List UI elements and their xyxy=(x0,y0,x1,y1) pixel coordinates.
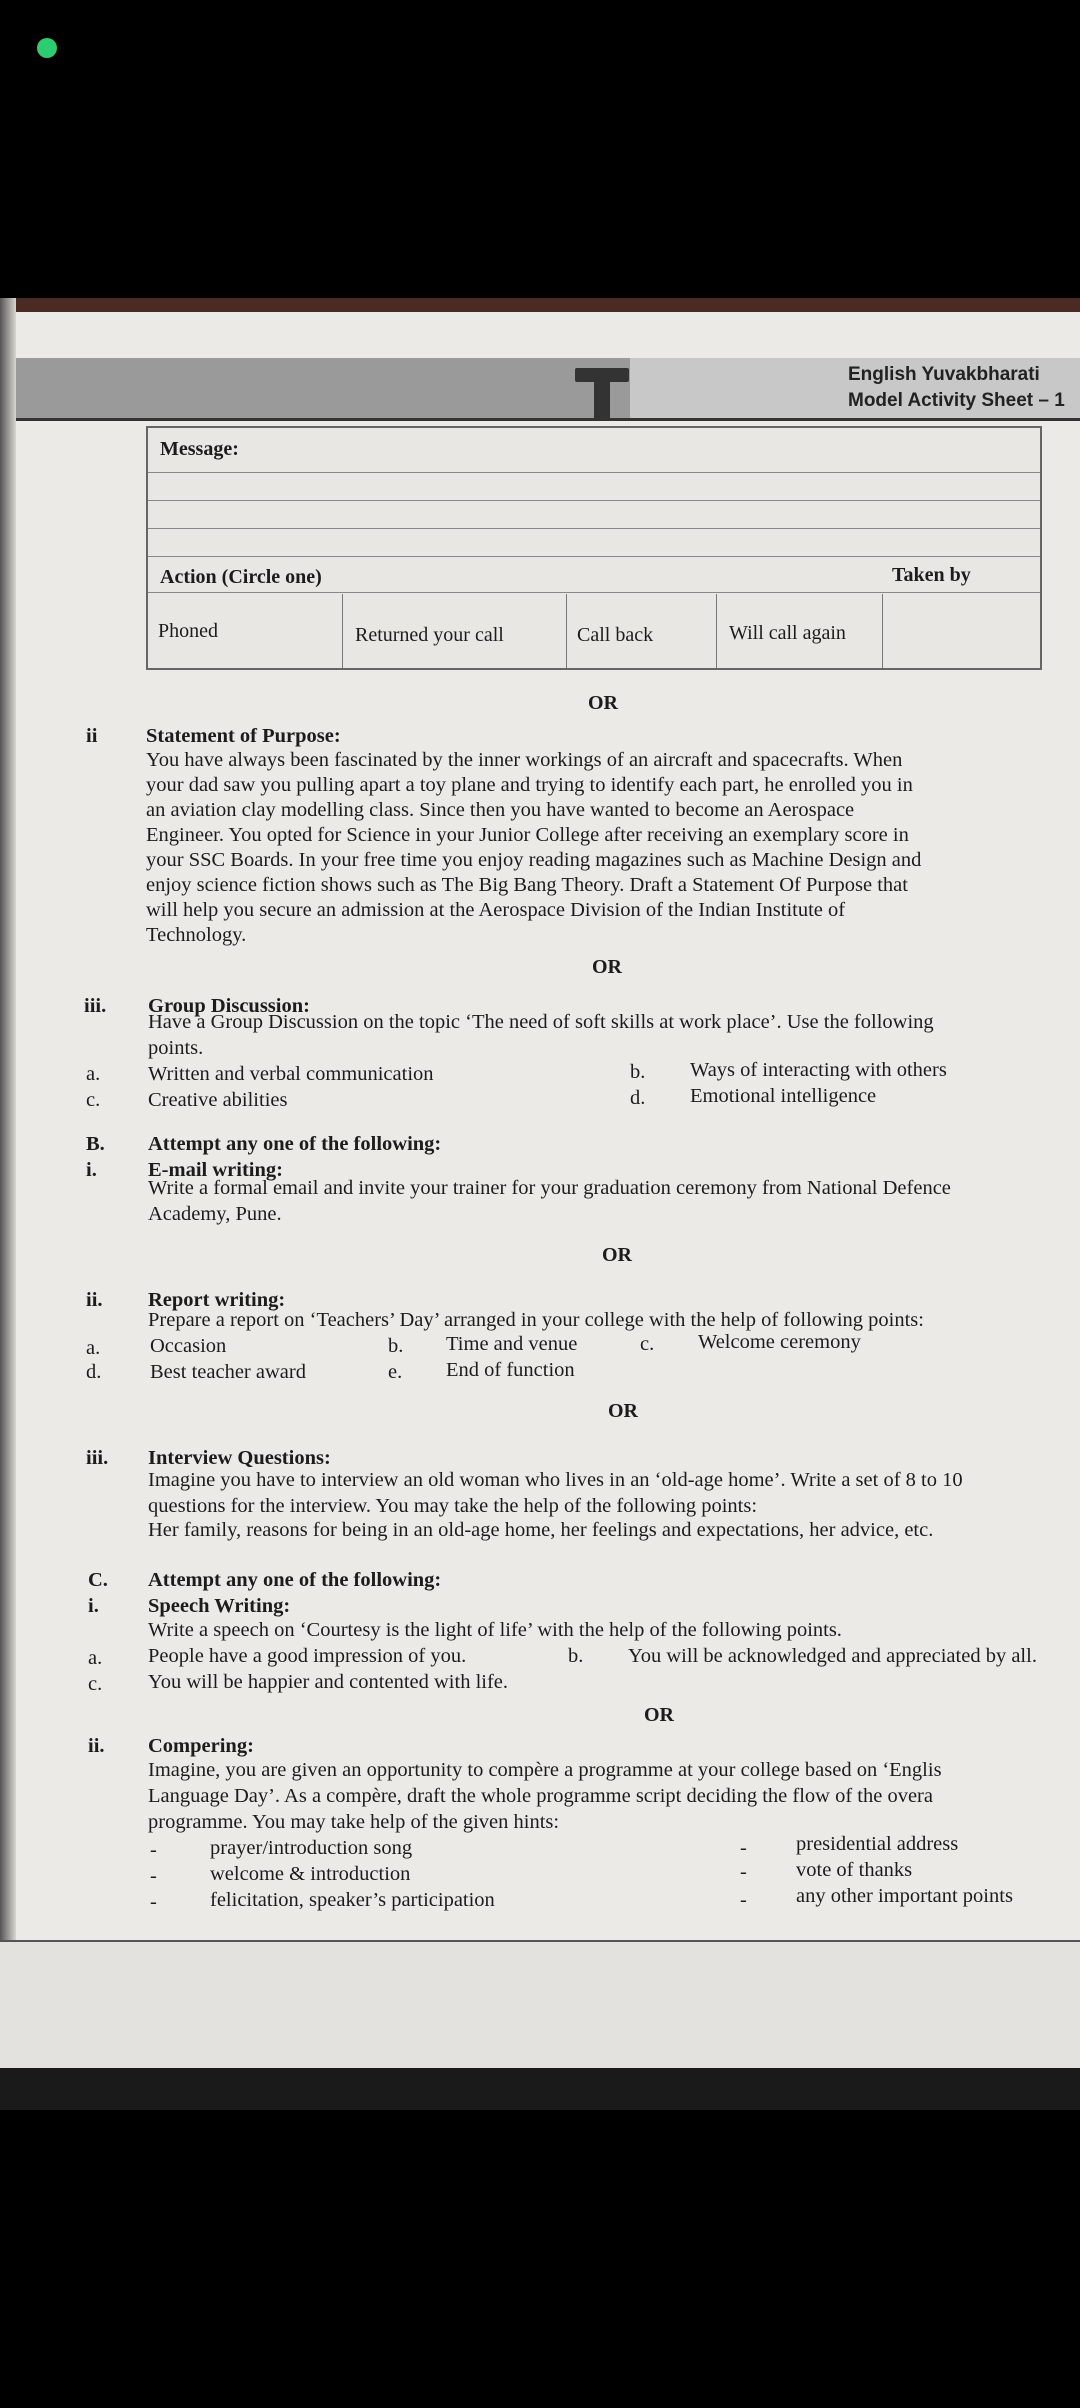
point-key: d. xyxy=(86,1361,102,1383)
action-label: Action (Circle one) xyxy=(160,566,322,588)
message-form-table xyxy=(146,426,1042,670)
point-text: End of function xyxy=(446,1359,575,1381)
sop-title: Statement of Purpose: xyxy=(146,725,341,747)
speech-line: Write a speech on ‘Courtesy is the light of life’ with the help of the following points. xyxy=(148,1619,842,1641)
item-number: ii xyxy=(86,725,98,747)
hint-item: vote of thanks xyxy=(796,1859,913,1881)
point-text: People have a good impression of you. xyxy=(148,1645,467,1667)
or-divider: OR xyxy=(592,956,622,978)
header-subtitle: Model Activity Sheet – 1 xyxy=(848,390,1065,411)
option-cell: Returned your call xyxy=(342,594,567,668)
point-text: Emotional intelligence xyxy=(690,1085,877,1107)
point-key: c. xyxy=(640,1333,655,1355)
hint-dash: - xyxy=(150,1891,157,1913)
item-number: iii. xyxy=(86,1447,109,1469)
document-page xyxy=(0,298,1080,2110)
option-cell: Phoned xyxy=(158,620,218,642)
point-text: Time and venue xyxy=(446,1333,578,1355)
status-indicator-dot xyxy=(37,38,57,58)
page-spine-shadow xyxy=(0,298,16,2110)
point-key: b. xyxy=(388,1335,404,1357)
hint-dash: - xyxy=(740,1861,747,1883)
gd-line: points. xyxy=(148,1037,204,1059)
hint-item: welcome & introduction xyxy=(210,1863,411,1885)
taken-by-label: Taken by xyxy=(892,564,971,586)
email-title: E-mail writing: xyxy=(148,1159,283,1181)
interview-line: Her family, reasons for being in an old-age home, her feelings and expectations, her advice, etc. xyxy=(148,1519,934,1541)
message-line xyxy=(148,528,1040,529)
interview-title: Interview Questions: xyxy=(148,1447,331,1469)
compering-line: programme. You may take help of the given hints: xyxy=(148,1811,560,1833)
option-cell: Call back xyxy=(566,594,717,668)
gd-title: Group Discussion: xyxy=(148,995,310,1017)
section-letter: C. xyxy=(88,1569,108,1591)
sop-body: You have always been fascinated by the inner workings of an aircraft and spacecrafts. When your dad saw you pulling apart a toy plane and trying to identify each part, he enrolled you in an aviation clay modelling class. Since then you have wanted to become an Aerospace Engineer. You opted for Science in your Junior College after receiving an exemplary score in your SSC Boards. In your free time you enjoy reading magazines such as Machine Design and enjoy science fiction shows such as The Big Bang Theory. Draft a Statement Of Purpose that will help you secure an admission at the Aerospace Division of the Indian Institute of Technology. xyxy=(146,749,922,946)
email-line: Write a formal email and invite your trainer for your graduation ceremony from National Defence xyxy=(148,1177,951,1199)
point-key: a. xyxy=(86,1063,101,1085)
message-line xyxy=(148,472,1040,473)
hint-item: presidential address xyxy=(796,1833,959,1855)
message-line xyxy=(148,556,1040,557)
section-heading: Attempt any one of the following: xyxy=(148,1569,442,1591)
point-text: Creative abilities xyxy=(148,1089,288,1111)
point-key: b. xyxy=(568,1645,584,1667)
section-letter: B. xyxy=(86,1133,105,1155)
gd-line: Have a Group Discussion on the topic ‘The need of soft skills at work place’. Use the following xyxy=(148,1011,934,1033)
point-text: You will be acknowledged and appreciated by all. xyxy=(628,1645,1037,1667)
point-key: c. xyxy=(86,1089,101,1111)
speech-title: Speech Writing: xyxy=(148,1595,291,1617)
or-divider: OR xyxy=(608,1400,638,1422)
hint-dash: - xyxy=(740,1837,747,1859)
point-text: Best teacher award xyxy=(150,1361,306,1383)
publisher-logo-icon xyxy=(575,368,629,418)
point-text: Occasion xyxy=(150,1335,227,1357)
interview-line: Imagine you have to interview an old woman who lives in an ‘old-age home’. Write a set of 8 to 10 xyxy=(148,1469,963,1491)
point-key: a. xyxy=(86,1337,101,1359)
item-number: iii. xyxy=(84,995,107,1017)
item-number: ii. xyxy=(88,1735,105,1757)
form-row-divider xyxy=(148,592,1040,593)
message-label: Message: xyxy=(160,438,239,460)
header-title: English Yuvakbharati xyxy=(848,364,1040,385)
hint-item: any other important points xyxy=(796,1885,1013,1907)
report-line: Prepare a report on ‘Teachers’ Day’ arranged in your college with the help of following points: xyxy=(148,1309,924,1331)
point-text: Written and verbal communication xyxy=(148,1063,434,1085)
compering-title: Compering: xyxy=(148,1735,254,1757)
hint-dash: - xyxy=(150,1839,157,1861)
hint-item: prayer/introduction song xyxy=(210,1837,413,1859)
table-surface xyxy=(0,2068,1080,2110)
report-title: Report writing: xyxy=(148,1289,286,1311)
point-key: b. xyxy=(630,1061,646,1083)
compering-line: Language Day’. As a compère, draft the whole programme script deciding the flow of the overa xyxy=(148,1785,933,1807)
option-cell: Will call again xyxy=(716,594,883,668)
hint-item: felicitation, speaker’s participation xyxy=(210,1889,495,1911)
interview-line: questions for the interview. You may take the help of the following points: xyxy=(148,1495,758,1517)
taken-by-cell xyxy=(882,594,1039,668)
section-heading: Attempt any one of the following: xyxy=(148,1133,442,1155)
point-key: d. xyxy=(630,1087,646,1109)
point-key: a. xyxy=(88,1647,103,1669)
email-line: Academy, Pune. xyxy=(148,1203,282,1225)
point-key: c. xyxy=(88,1673,103,1695)
page-top-edge xyxy=(0,298,1080,312)
or-divider: OR xyxy=(588,692,618,714)
message-line xyxy=(148,500,1040,501)
point-text: You will be happier and contented with life. xyxy=(148,1671,509,1693)
hint-dash: - xyxy=(150,1865,157,1887)
hint-dash: - xyxy=(740,1889,747,1911)
compering-line: Imagine, you are given an opportunity to compère a programme at your college based on ‘Englis xyxy=(148,1759,942,1781)
item-number: i. xyxy=(88,1595,99,1617)
item-number: ii. xyxy=(86,1289,103,1311)
or-divider: OR xyxy=(644,1704,674,1726)
or-divider: OR xyxy=(602,1244,632,1266)
point-key: e. xyxy=(388,1361,403,1383)
item-number: i. xyxy=(86,1159,97,1181)
point-text: Ways of interacting with others xyxy=(690,1059,947,1081)
point-text: Welcome ceremony xyxy=(698,1331,861,1353)
